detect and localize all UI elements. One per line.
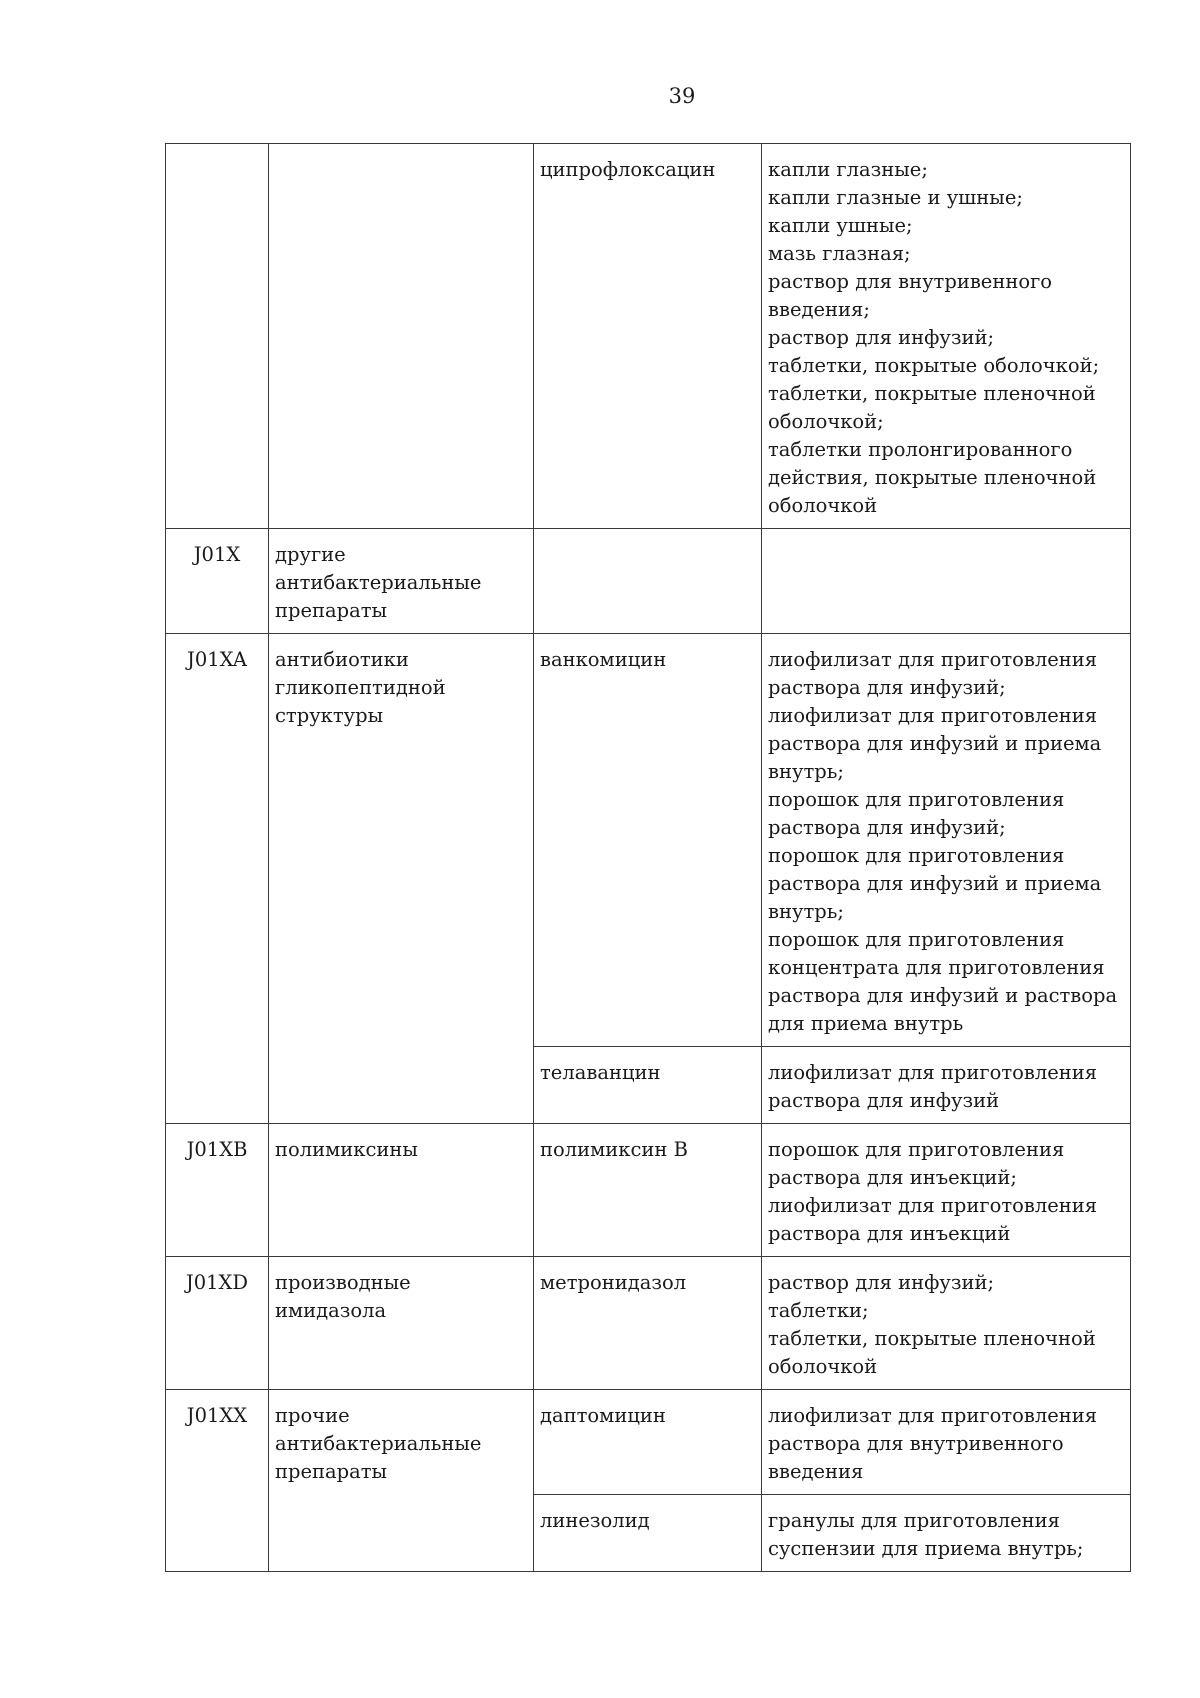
dosage-form-line: лиофилизат для приготовления bbox=[768, 1061, 1098, 1084]
drug-list-table bbox=[165, 143, 1131, 1572]
drug-name-cell: метронидазол bbox=[534, 1257, 762, 1390]
dosage-form-line: мазь глазная; bbox=[768, 242, 911, 265]
dosage-form-line: раствора для внутривенного bbox=[768, 1432, 1064, 1455]
dosage-form-line: капли глазные; bbox=[768, 158, 928, 181]
group-cell bbox=[269, 1257, 534, 1390]
atc-code-cell: J01XD bbox=[166, 1257, 269, 1390]
group-line: препараты bbox=[275, 1460, 388, 1483]
dosage-form-line: раствора для инъекций; bbox=[768, 1166, 1017, 1189]
dosage-form-line: раствора для инфузий и раствора bbox=[768, 984, 1118, 1007]
table-row bbox=[166, 1257, 1131, 1390]
drug-name-cell: полимиксин B bbox=[534, 1124, 762, 1257]
dosage-form-line: оболочкой bbox=[768, 494, 878, 517]
dosage-forms-cell bbox=[762, 529, 1131, 634]
group-line: производные имидазола bbox=[275, 1271, 411, 1322]
dosage-forms-cell bbox=[762, 634, 1131, 1047]
atc-code-cell: J01XB bbox=[166, 1124, 269, 1257]
dosage-form-line: таблетки пролонгированного bbox=[768, 438, 1073, 461]
atc-code-cell: J01XA bbox=[166, 634, 269, 1124]
dosage-form-line: концентрата для приготовления bbox=[768, 956, 1105, 979]
page-number: 39 bbox=[668, 84, 696, 108]
dosage-form-line: оболочкой bbox=[768, 1355, 878, 1378]
group-cell bbox=[269, 1124, 534, 1257]
dosage-form-line: оболочкой; bbox=[768, 410, 884, 433]
dosage-form-line: для приема внутрь bbox=[768, 1012, 964, 1035]
dosage-form-line: гранулы для приготовления bbox=[768, 1509, 1060, 1532]
dosage-form-line: внутрь; bbox=[768, 760, 844, 783]
table-row bbox=[166, 144, 1131, 529]
atc-code-cell: J01X bbox=[166, 529, 269, 634]
dosage-forms-cell bbox=[762, 1390, 1131, 1495]
dosage-form-line: порошок для приготовления bbox=[768, 1138, 1065, 1161]
dosage-forms-cell bbox=[762, 144, 1131, 529]
dosage-form-line: порошок для приготовления bbox=[768, 844, 1065, 867]
dosage-form-line: введения bbox=[768, 1460, 864, 1483]
dosage-form-line: капли глазные и ушные; bbox=[768, 186, 1023, 209]
dosage-form-line: таблетки, покрытые пленочной bbox=[768, 1327, 1096, 1350]
drug-name-cell: ванкомицин bbox=[534, 634, 762, 1047]
drug-name-cell bbox=[534, 529, 762, 634]
drug-name-cell: линезолид bbox=[534, 1495, 762, 1572]
dosage-forms-cell bbox=[762, 1495, 1131, 1572]
dosage-form-line: раствора для инфузий; bbox=[768, 676, 1006, 699]
table-row bbox=[166, 529, 1131, 634]
dosage-form-line: раствор для инфузий; bbox=[768, 326, 995, 349]
group-cell bbox=[269, 1390, 534, 1572]
group-line: препараты bbox=[275, 599, 388, 622]
dosage-forms-cell bbox=[762, 1124, 1131, 1257]
dosage-form-line: лиофилизат для приготовления bbox=[768, 1194, 1098, 1217]
group-cell bbox=[269, 529, 534, 634]
group-cell bbox=[269, 144, 534, 529]
atc-code-cell bbox=[166, 144, 269, 529]
dosage-form-line: лиофилизат для приготовления bbox=[768, 704, 1098, 727]
group-cell bbox=[269, 634, 534, 1124]
dosage-form-line: таблетки, покрытые пленочной bbox=[768, 382, 1096, 405]
dosage-form-line: действия, покрытые пленочной bbox=[768, 466, 1097, 489]
dosage-form-line: лиофилизат для приготовления bbox=[768, 648, 1098, 671]
dosage-form-line: суспензии для приема внутрь; bbox=[768, 1537, 1084, 1560]
atc-code-cell: J01XX bbox=[166, 1390, 269, 1572]
group-line: полимиксины bbox=[275, 1138, 418, 1161]
dosage-form-line: раствор для инфузий; bbox=[768, 1271, 995, 1294]
dosage-form-line: введения; bbox=[768, 298, 870, 321]
dosage-forms-cell bbox=[762, 1257, 1131, 1390]
group-line: гликопептидной bbox=[275, 676, 446, 699]
dosage-form-line: таблетки; bbox=[768, 1299, 869, 1322]
dosage-form-line: раствора для инъекций bbox=[768, 1222, 1011, 1245]
dosage-form-line: порошок для приготовления bbox=[768, 928, 1065, 951]
dosage-form-line: раствора для инфузий и приема bbox=[768, 732, 1102, 755]
table-row bbox=[166, 1124, 1131, 1257]
table-row bbox=[166, 1390, 1131, 1495]
group-line: антибактериальные bbox=[275, 571, 482, 594]
group-line: структуры bbox=[275, 704, 384, 727]
drug-name-cell: даптомицин bbox=[534, 1390, 762, 1495]
dosage-form-line: раствора для инфузий и приема bbox=[768, 872, 1102, 895]
dosage-form-line: внутрь; bbox=[768, 900, 844, 923]
group-line: другие bbox=[275, 543, 346, 566]
dosage-form-line: порошок для приготовления bbox=[768, 788, 1065, 811]
group-line: прочие bbox=[275, 1404, 350, 1427]
group-line: антибиотики bbox=[275, 648, 409, 671]
dosage-form-line: раствора для инфузий; bbox=[768, 816, 1006, 839]
group-line: антибактериальные bbox=[275, 1432, 482, 1455]
drug-name-cell: ципрофлоксацин bbox=[534, 144, 762, 529]
dosage-form-line: таблетки, покрытые оболочкой; bbox=[768, 354, 1100, 377]
table-row bbox=[166, 634, 1131, 1047]
dosage-form-line: раствор для внутривенного bbox=[768, 270, 1053, 293]
dosage-forms-cell bbox=[762, 1047, 1131, 1124]
dosage-form-line: лиофилизат для приготовления bbox=[768, 1404, 1098, 1427]
drug-name-cell: телаванцин bbox=[534, 1047, 762, 1124]
dosage-form-line: раствора для инфузий bbox=[768, 1089, 1000, 1112]
dosage-form-line: капли ушные; bbox=[768, 214, 913, 237]
